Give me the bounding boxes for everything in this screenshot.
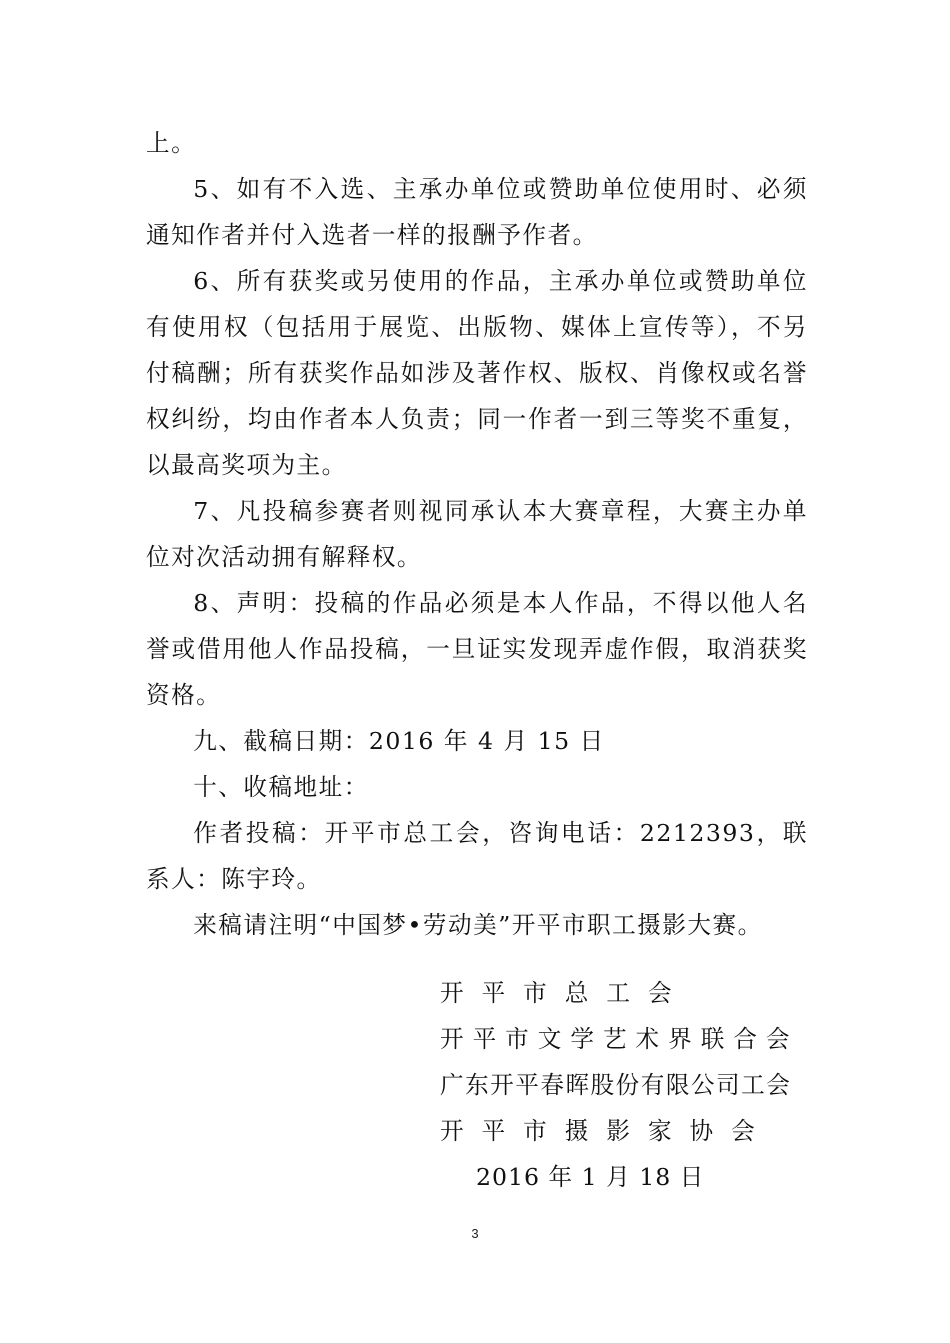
body-text [146,120,808,948]
signature-org-trade-union: 开平市总工会 [440,979,690,1007]
paragraph-contact: 作者投稿：开平市总工会，咨询电话：2212393，联系人：陈宇玲。 [146,819,808,893]
paragraph-deadline: 九、截稿日期：2016 年 4 月 15 日 [193,727,605,755]
paragraph-item-5: 5、如有不入选、主承办单位或赞助单位使用时、必须通知作者并付入选者一样的报酬予作者。 [146,175,808,249]
signature-block [440,970,820,1200]
paragraph-item-7: 7、凡投稿参赛者则视同承认本大赛章程，大赛主办单位对次活动拥有解释权。 [146,497,808,571]
paragraph-item-8: 8、声明：投稿的作品必须是本人作品，不得以他人名誉或借用他人作品投稿，一旦证实发现弄虚作假，取消获奖资格。 [146,589,808,709]
paragraph-item-6: 6、所有获奖或另使用的作品，主承办单位或赞助单位有使用权（包括用于展览、出版物、媒体上宣传等），不另付稿酬；所有获奖作品如涉及著作权、版权、肖像权或名誉权纠纷，均由作者本人负责；同一作者一到三等奖不重复，以最高奖项为主。 [146,267,808,479]
paragraph-address-heading: 十、收稿地址： [193,773,369,801]
page-number: 3 [471,1226,479,1241]
paragraph-note: 来稿请注明“中国梦•劳动美”开平市职工摄影大赛。 [193,911,763,939]
signature-org-photographers-association: 开平市摄影家协会 [440,1117,773,1145]
signature-org-chunhui-union: 广东开平春晖股份有限公司工会 [440,1071,792,1099]
signature-date: 2016 年 1 月 18 日 [476,1163,705,1191]
paragraph-continuation: 上。 [146,129,197,157]
signature-org-arts-federation: 开平市文学艺术界联合会 [440,1025,799,1053]
